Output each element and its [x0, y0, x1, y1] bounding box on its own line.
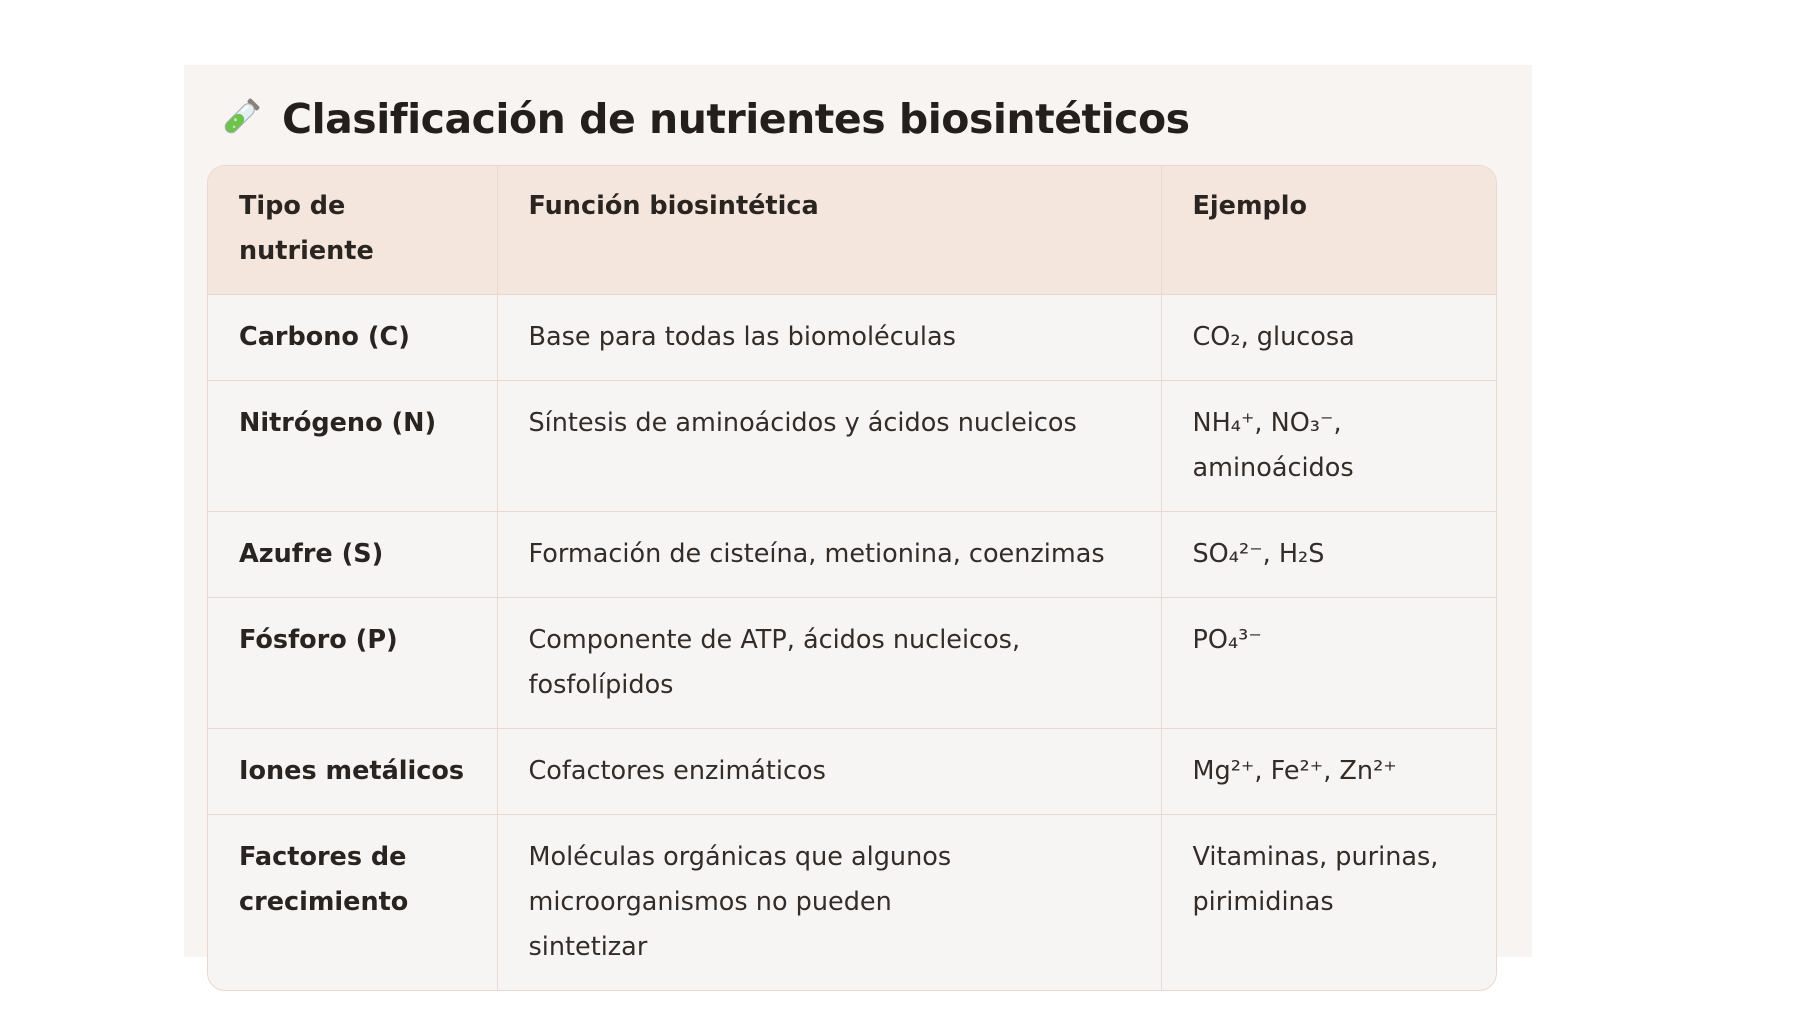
content-panel: [184, 65, 1532, 962]
test-tube-icon: [214, 94, 264, 144]
cell-type: Nitrógeno (N): [208, 381, 497, 512]
cell-example: Mg²⁺, Fe²⁺, Zn²⁺: [1161, 729, 1496, 815]
cell-type: Factores de crecimiento: [208, 815, 497, 991]
header-nutrient-type: Tipo de nutriente: [208, 166, 497, 295]
cell-function: Cofactores enzimáticos: [497, 729, 1161, 815]
cell-type: Azufre (S): [208, 512, 497, 598]
cell-type: Iones metálicos: [208, 729, 497, 815]
page-title: Clasificación de nutrientes biosintéticos: [282, 95, 1190, 143]
table-row: [208, 598, 1496, 729]
table-row: [208, 815, 1496, 991]
cell-function: Componente de ATP, ácidos nucleicos, fosfolípidos: [497, 598, 1161, 729]
header-function: Función biosintética: [497, 166, 1161, 295]
header-example: Ejemplo: [1161, 166, 1496, 295]
cell-function: Base para todas las biomoléculas: [497, 295, 1161, 381]
cell-function: Síntesis de aminoácidos y ácidos nucleicos: [497, 381, 1161, 512]
cell-function: Moléculas orgánicas que algunos microorganismos no pueden sintetizar: [497, 815, 1161, 991]
cell-example: SO₄²⁻, H₂S: [1161, 512, 1496, 598]
title-row: [214, 79, 1190, 159]
table-row: [208, 512, 1496, 598]
cell-example: CO₂, glucosa: [1161, 295, 1496, 381]
cell-type: Carbono (C): [208, 295, 497, 381]
table-row: [208, 729, 1496, 815]
cell-function: Formación de cisteína, metionina, coenzimas: [497, 512, 1161, 598]
cell-example: NH₄⁺, NO₃⁻, aminoácidos: [1161, 381, 1496, 512]
cell-example: PO₄³⁻: [1161, 598, 1496, 729]
table-row: [208, 381, 1496, 512]
nutrients-table: [207, 165, 1497, 991]
table-row: [208, 295, 1496, 381]
cell-example: Vitaminas, purinas, pirimidinas: [1192, 842, 1439, 917]
table-header-row: [208, 166, 1496, 295]
cell-type: Fósforo (P): [208, 598, 497, 729]
